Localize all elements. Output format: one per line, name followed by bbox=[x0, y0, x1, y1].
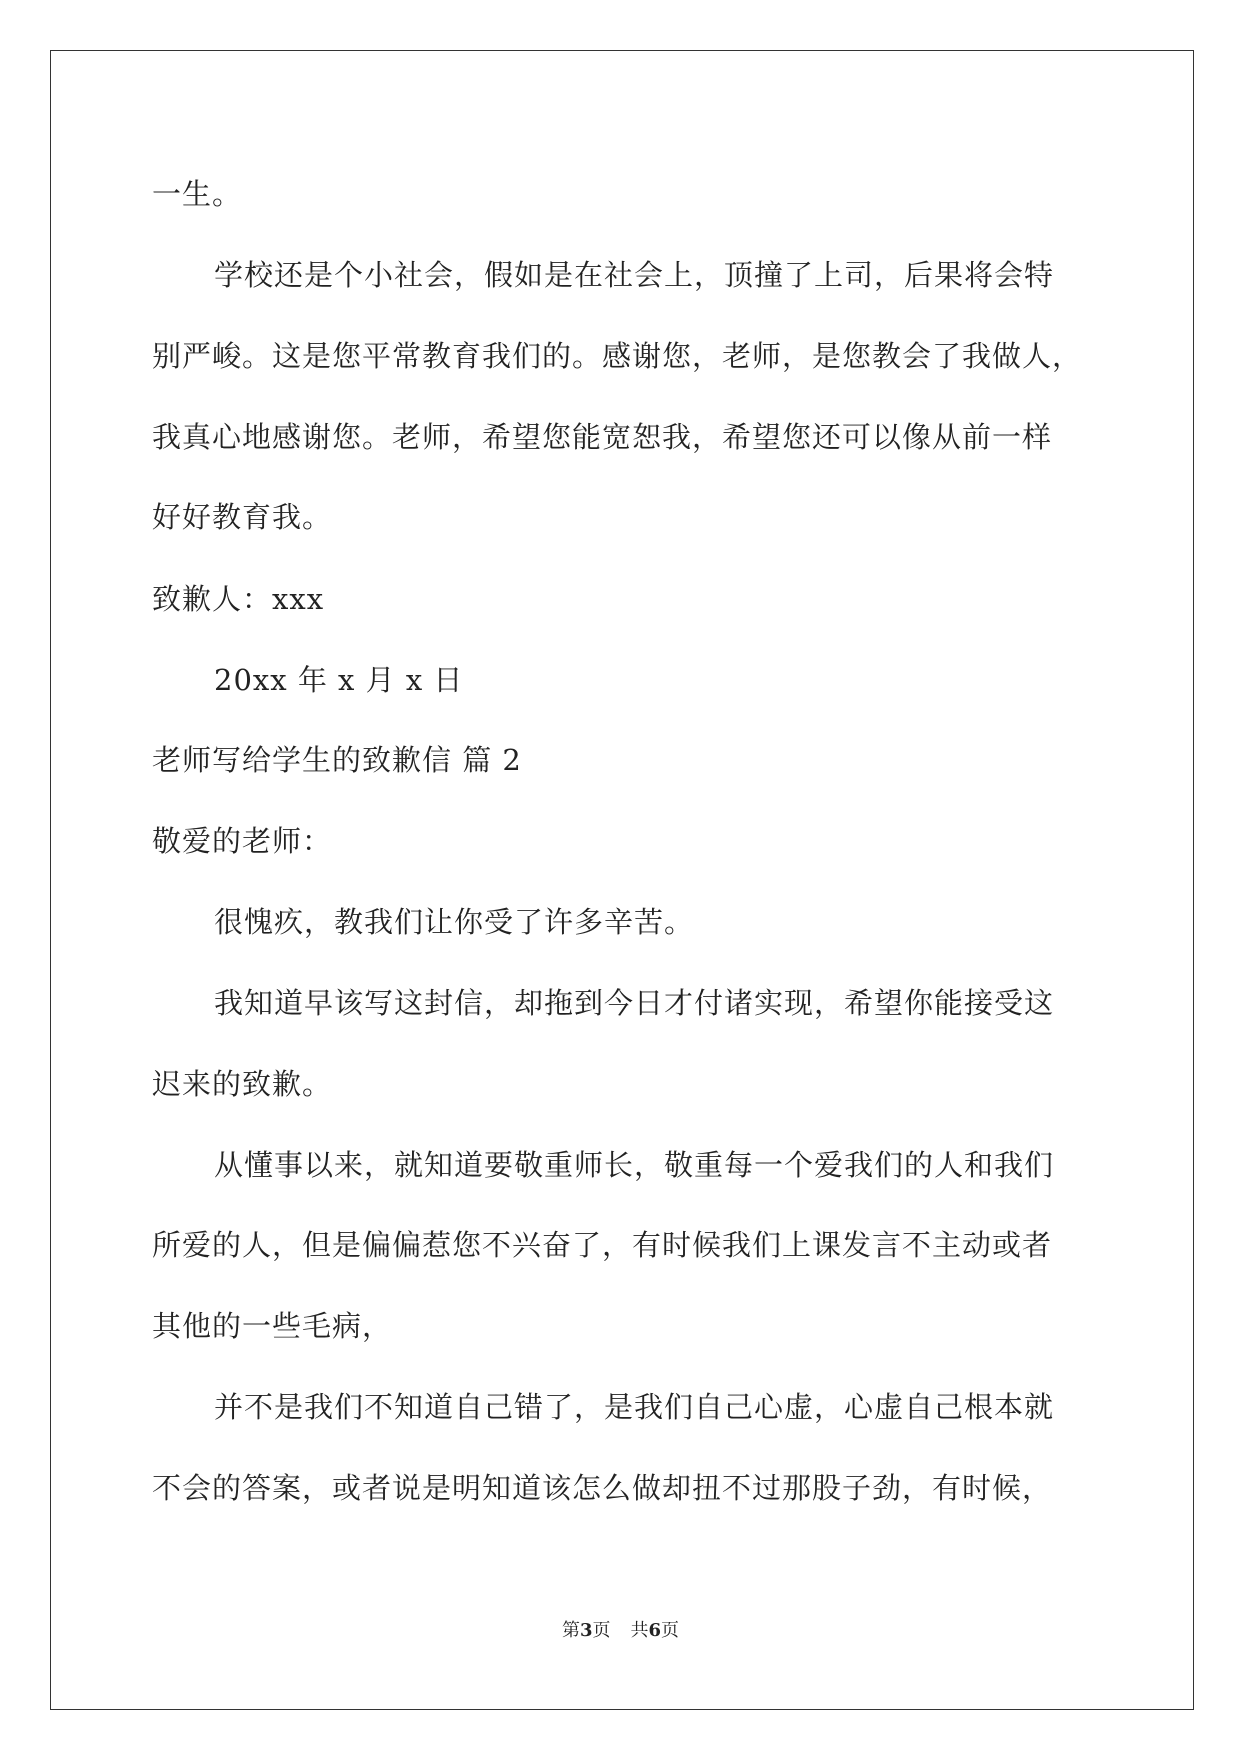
text-line: 我真心地感谢您。老师，希望您能宽恕我，希望您还可以像从前一样 bbox=[152, 420, 1053, 454]
page-suffix: 页 bbox=[592, 1620, 611, 1641]
page-prefix: 第 bbox=[561, 1620, 580, 1641]
page-current: 3 bbox=[579, 1620, 593, 1641]
text-line: 迟来的致歉。 bbox=[152, 1067, 333, 1101]
total-suffix: 页 bbox=[661, 1620, 680, 1641]
date-line: 20xx 年 x 月 x 日 bbox=[214, 663, 464, 697]
section-title: 老师写给学生的致歉信 篇 2 bbox=[152, 743, 522, 777]
text-line: 不会的答案，或者说是明知道该怎么做却扭不过那股子劲，有时候， bbox=[152, 1471, 1053, 1505]
total-prefix: 共 bbox=[630, 1620, 649, 1641]
text-line: 所爱的人，但是偏偏惹您不兴奋了，有时候我们上课发言不主动或者 bbox=[152, 1228, 1053, 1262]
page-footer bbox=[0, 1620, 1241, 1642]
salutation: 敬爱的老师： bbox=[152, 824, 333, 858]
page-total: 6 bbox=[648, 1620, 662, 1641]
text-line: 很愧疚，教我们让你受了许多辛苦。 bbox=[214, 905, 695, 939]
text-line: 我知道早该写这封信，却拖到今日才付诸实现，希望你能接受这 bbox=[214, 986, 1055, 1020]
text-line: 学校还是个小社会，假如是在社会上，顶撞了上司，后果将会特 bbox=[214, 258, 1055, 292]
page-border bbox=[50, 50, 1194, 1710]
signature-line: 致歉人：xxx bbox=[152, 582, 325, 616]
text-line: 并不是我们不知道自己错了，是我们自己心虚，心虚自己根本就 bbox=[214, 1390, 1055, 1424]
text-line: 好好教育我。 bbox=[152, 500, 333, 534]
text-line: 一生。 bbox=[152, 177, 243, 211]
text-line: 从懂事以来，就知道要敬重师长，敬重每一个爱我们的人和我们 bbox=[214, 1148, 1055, 1182]
text-line: 别严峻。这是您平常教育我们的。感谢您，老师，是您教会了我做人， bbox=[152, 339, 1083, 373]
text-line: 其他的一些毛病， bbox=[152, 1309, 393, 1343]
